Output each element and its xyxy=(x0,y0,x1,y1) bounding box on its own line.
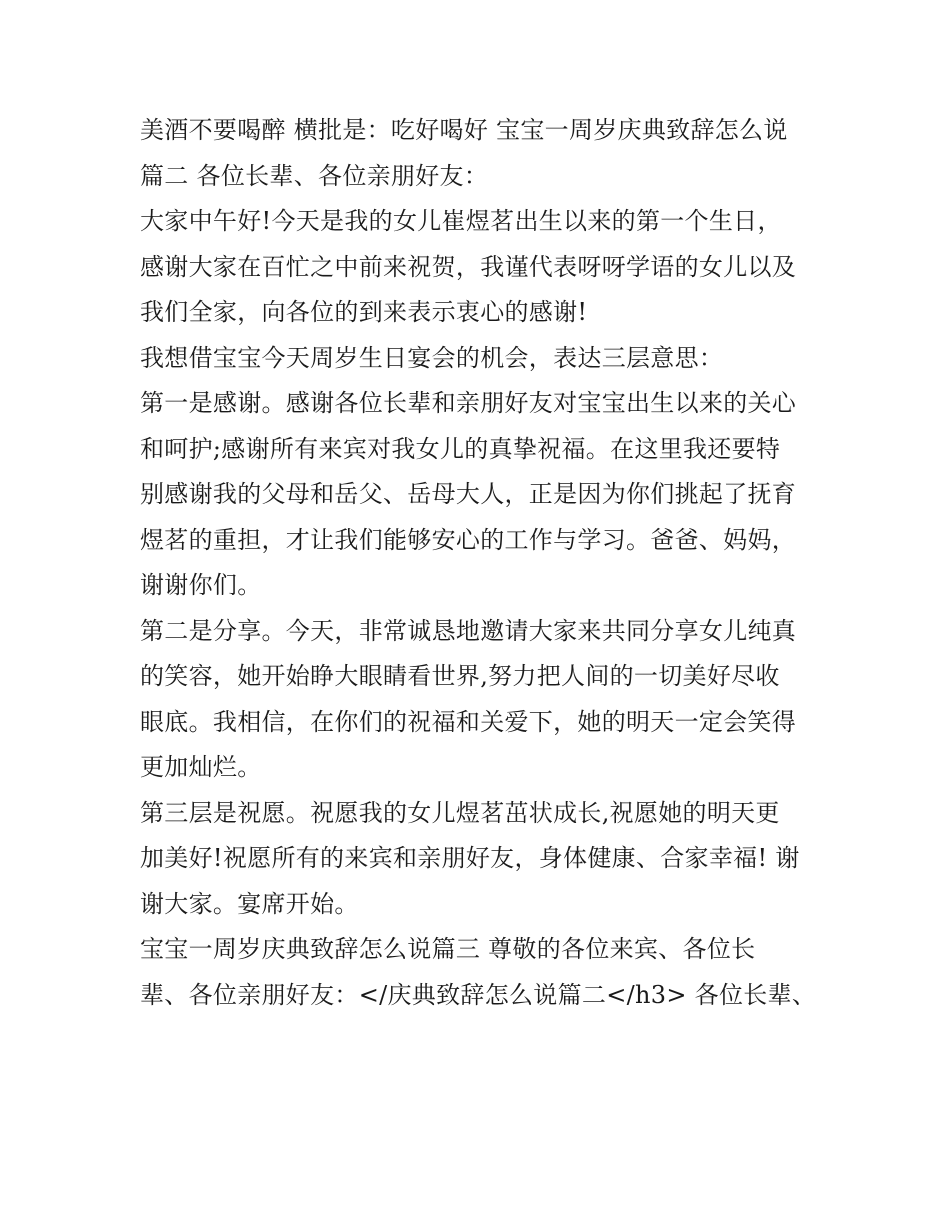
text-line: 感谢大家在百忙之中前来祝贺，我谨代表呀呀学语的女儿以及 xyxy=(140,252,797,281)
text-line: 谢谢你们。 xyxy=(140,571,262,599)
text-line: 谢大家。宴席开始。 xyxy=(140,889,359,918)
text-line: 别感谢我的父母和岳父、岳母大人，正是因为你们挑起了抚育 xyxy=(140,480,797,508)
text-line: 和呵护;感谢所有来宾对我女儿的真挚祝福。在这里我还要特 xyxy=(140,434,781,463)
document-body xyxy=(140,108,820,1018)
text-line: 眼底。我相信，在你们的祝福和关爱下，她的明天一定会笑得 xyxy=(140,707,797,736)
text-line: 篇二 各位长辈、各位亲朋好友： xyxy=(140,161,489,190)
text-line: 第三层是祝愿。祝愿我的女儿煜茗茁状成长,祝愿她的明天更 xyxy=(140,798,780,827)
text-line: 更加灿烂。 xyxy=(140,753,262,781)
text-line: 我想借宝宝今天周岁生日宴会的机会，表达三层意思： xyxy=(140,343,724,372)
text-line: 宝宝一周岁庆典致辞怎么说篇三 尊敬的各位来宾、各位长 xyxy=(140,935,756,963)
text-line: 的笑容，她开始睁大眼睛看世界,努力把人间的一切美好尽收 xyxy=(140,662,780,690)
text-line: 我们全家，向各位的到来表示衷心的感谢! xyxy=(140,298,588,326)
text-line: 第一是感谢。感谢各位长辈和亲朋好友对宝宝出生以来的关心 xyxy=(140,389,797,417)
text-line: 第二是分享。今天，非常诚恳地邀请大家来共同分享女儿纯真 xyxy=(140,616,797,645)
text-line: 大家中午好!今天是我的女儿崔煜茗出生以来的第一个生日， xyxy=(140,207,782,235)
text-line: 煜茗的重担，才让我们能够安心的工作与学习。爸爸、妈妈， xyxy=(140,525,797,554)
text-line: 加美好!祝愿所有的来宾和亲朋好友，身体健康、合家幸福! 谢 xyxy=(140,844,800,872)
text-line: 辈、各位亲朋好友：</庆典致辞怎么说篇二</h3> 各位长辈、 xyxy=(140,980,817,1009)
text-line: 美酒不要喝醉 横批是：吃好喝好 宝宝一周岁庆典致辞怎么说 xyxy=(140,116,788,144)
